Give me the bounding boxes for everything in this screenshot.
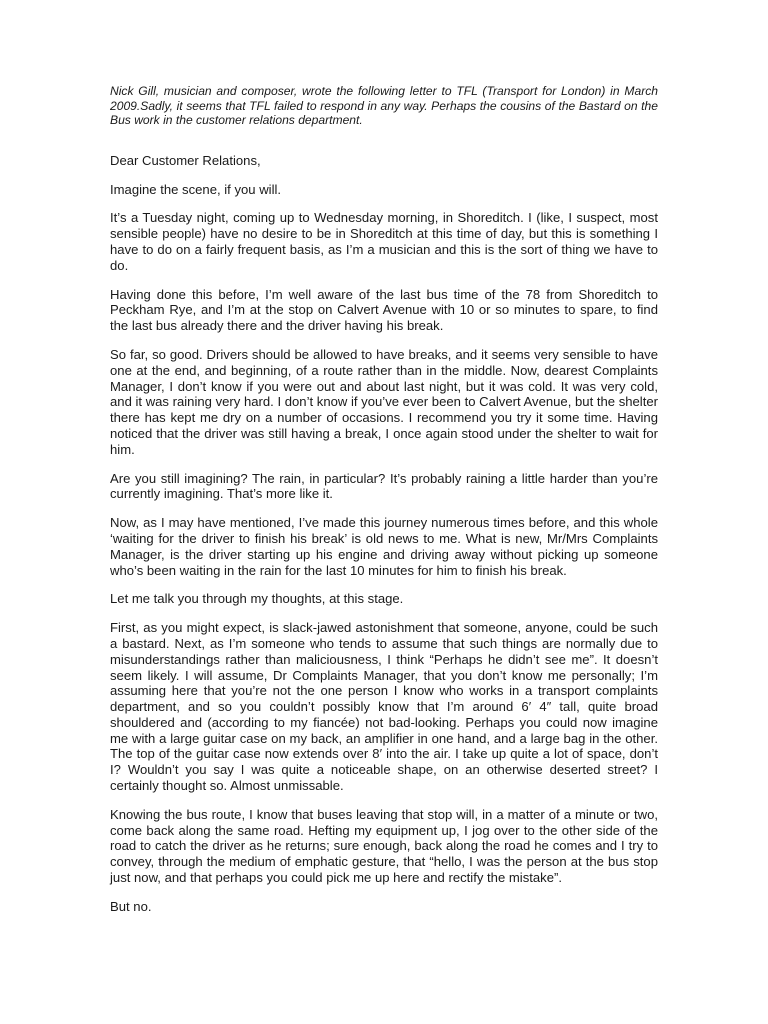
paragraph-2: It’s a Tuesday night, coming up to Wednesday morning, in Shoreditch. I (like, I suspect, most sensible people) have no desire to be in Shoreditch at this time of day, but this is something I have to do on a fairly frequent basis, as I’m a musician and this is the sort of thing we have to do. [110, 210, 658, 273]
paragraph-5: Are you still imagining? The rain, in particular? It’s probably raining a little harder than you’re currently imagining. That’s more like it. [110, 470, 658, 502]
paragraph-10: But no. [110, 898, 152, 914]
paragraph-6: Now, as I may have mentioned, I’ve made this journey numerous times before, and this whole ‘waiting for the driver to finish his break’ is old news to me. What is new, Mr/Mrs Complaints Manager, is the driver starting up his engine and driving away without picking up someone who’s been waiting in the rain for the last 10 minutes for him to finish his break. [110, 515, 658, 578]
letter-greeting: Dear Customer Relations, [110, 152, 261, 168]
paragraph-7: Let me talk you through my thoughts, at this stage. [110, 591, 404, 607]
paragraph-3: Having done this before, I’m well aware of the last bus time of the 78 from Shoreditch to Peckham Rye, and I’m at the stop on Calvert Avenue with 10 or so minutes to spare, to find the last bus already there and the driver having his break. [110, 286, 658, 334]
paragraph-9: Knowing the bus route, I know that buses leaving that stop will, in a matter of a minute or two, come back along the same road. Hefting my equipment up, I jog over to the other side of the road to catch the driver as he returns; sure enough, back along the road he comes and I try to convey, through the medium of emphatic gesture, that “hello, I was the person at the bus stop just now, and that perhaps you could pick me up here and rectify the mistake”. [110, 806, 658, 886]
paragraph-1: Imagine the scene, if you will. [110, 181, 282, 197]
paragraph-8: First, as you might expect, is slack-jawed astonishment that someone, anyone, could be such a bastard. Next, as I’m someone who tends to assume that such things are normally due to misunderstandings rather than maliciousness, I think “Perhaps he didn’t see me”. It doesn’t seem likely. I will assume, Dr Complaints Manager, that you don’t know me personally; I’m assuming here that you’re not the one person I know who works in a transport complaints department, and so you couldn’t possibly know that I’m around 6′ 4″ tall, quite broad shouldered and (according to my fiancée) not bad-looking. Perhaps you could now imagine me with a large guitar case on my back, an amplifier in one hand, and a large bag in the other. The top of the guitar case now extends over 8′ into the air. I take up quite a lot of space, don’t I? Wouldn’t you say I was quite a noticeable shape, on an otherwise deserted street? I certainly thought so. Almost unmissable. [110, 620, 658, 794]
intro-note: Nick Gill, musician and composer, wrote the following letter to TFL (Transport for London) in March 2009.Sadly, it seems that TFL failed to respond in any way. Perhaps the cousins of the Bastard on the Bus work in the customer relations department. [110, 84, 658, 128]
letter-page [110, 84, 658, 928]
paragraph-4: So far, so good. Drivers should be allowed to have breaks, and it seems very sensible to have one at the end, and beginning, of a route rather than in the middle. Now, dearest Complaints Manager, I don’t know if you were out and about last night, but it was cold. It was very cold, and it was raining very hard. I don’t know if you’ve ever been to Calvert Avenue, but the shelter there has kept me dry on a number of occasions. I recommend you try it some time. Having noticed that the driver was still having a break, I once again stood under the shelter to wait for him. [110, 346, 658, 457]
